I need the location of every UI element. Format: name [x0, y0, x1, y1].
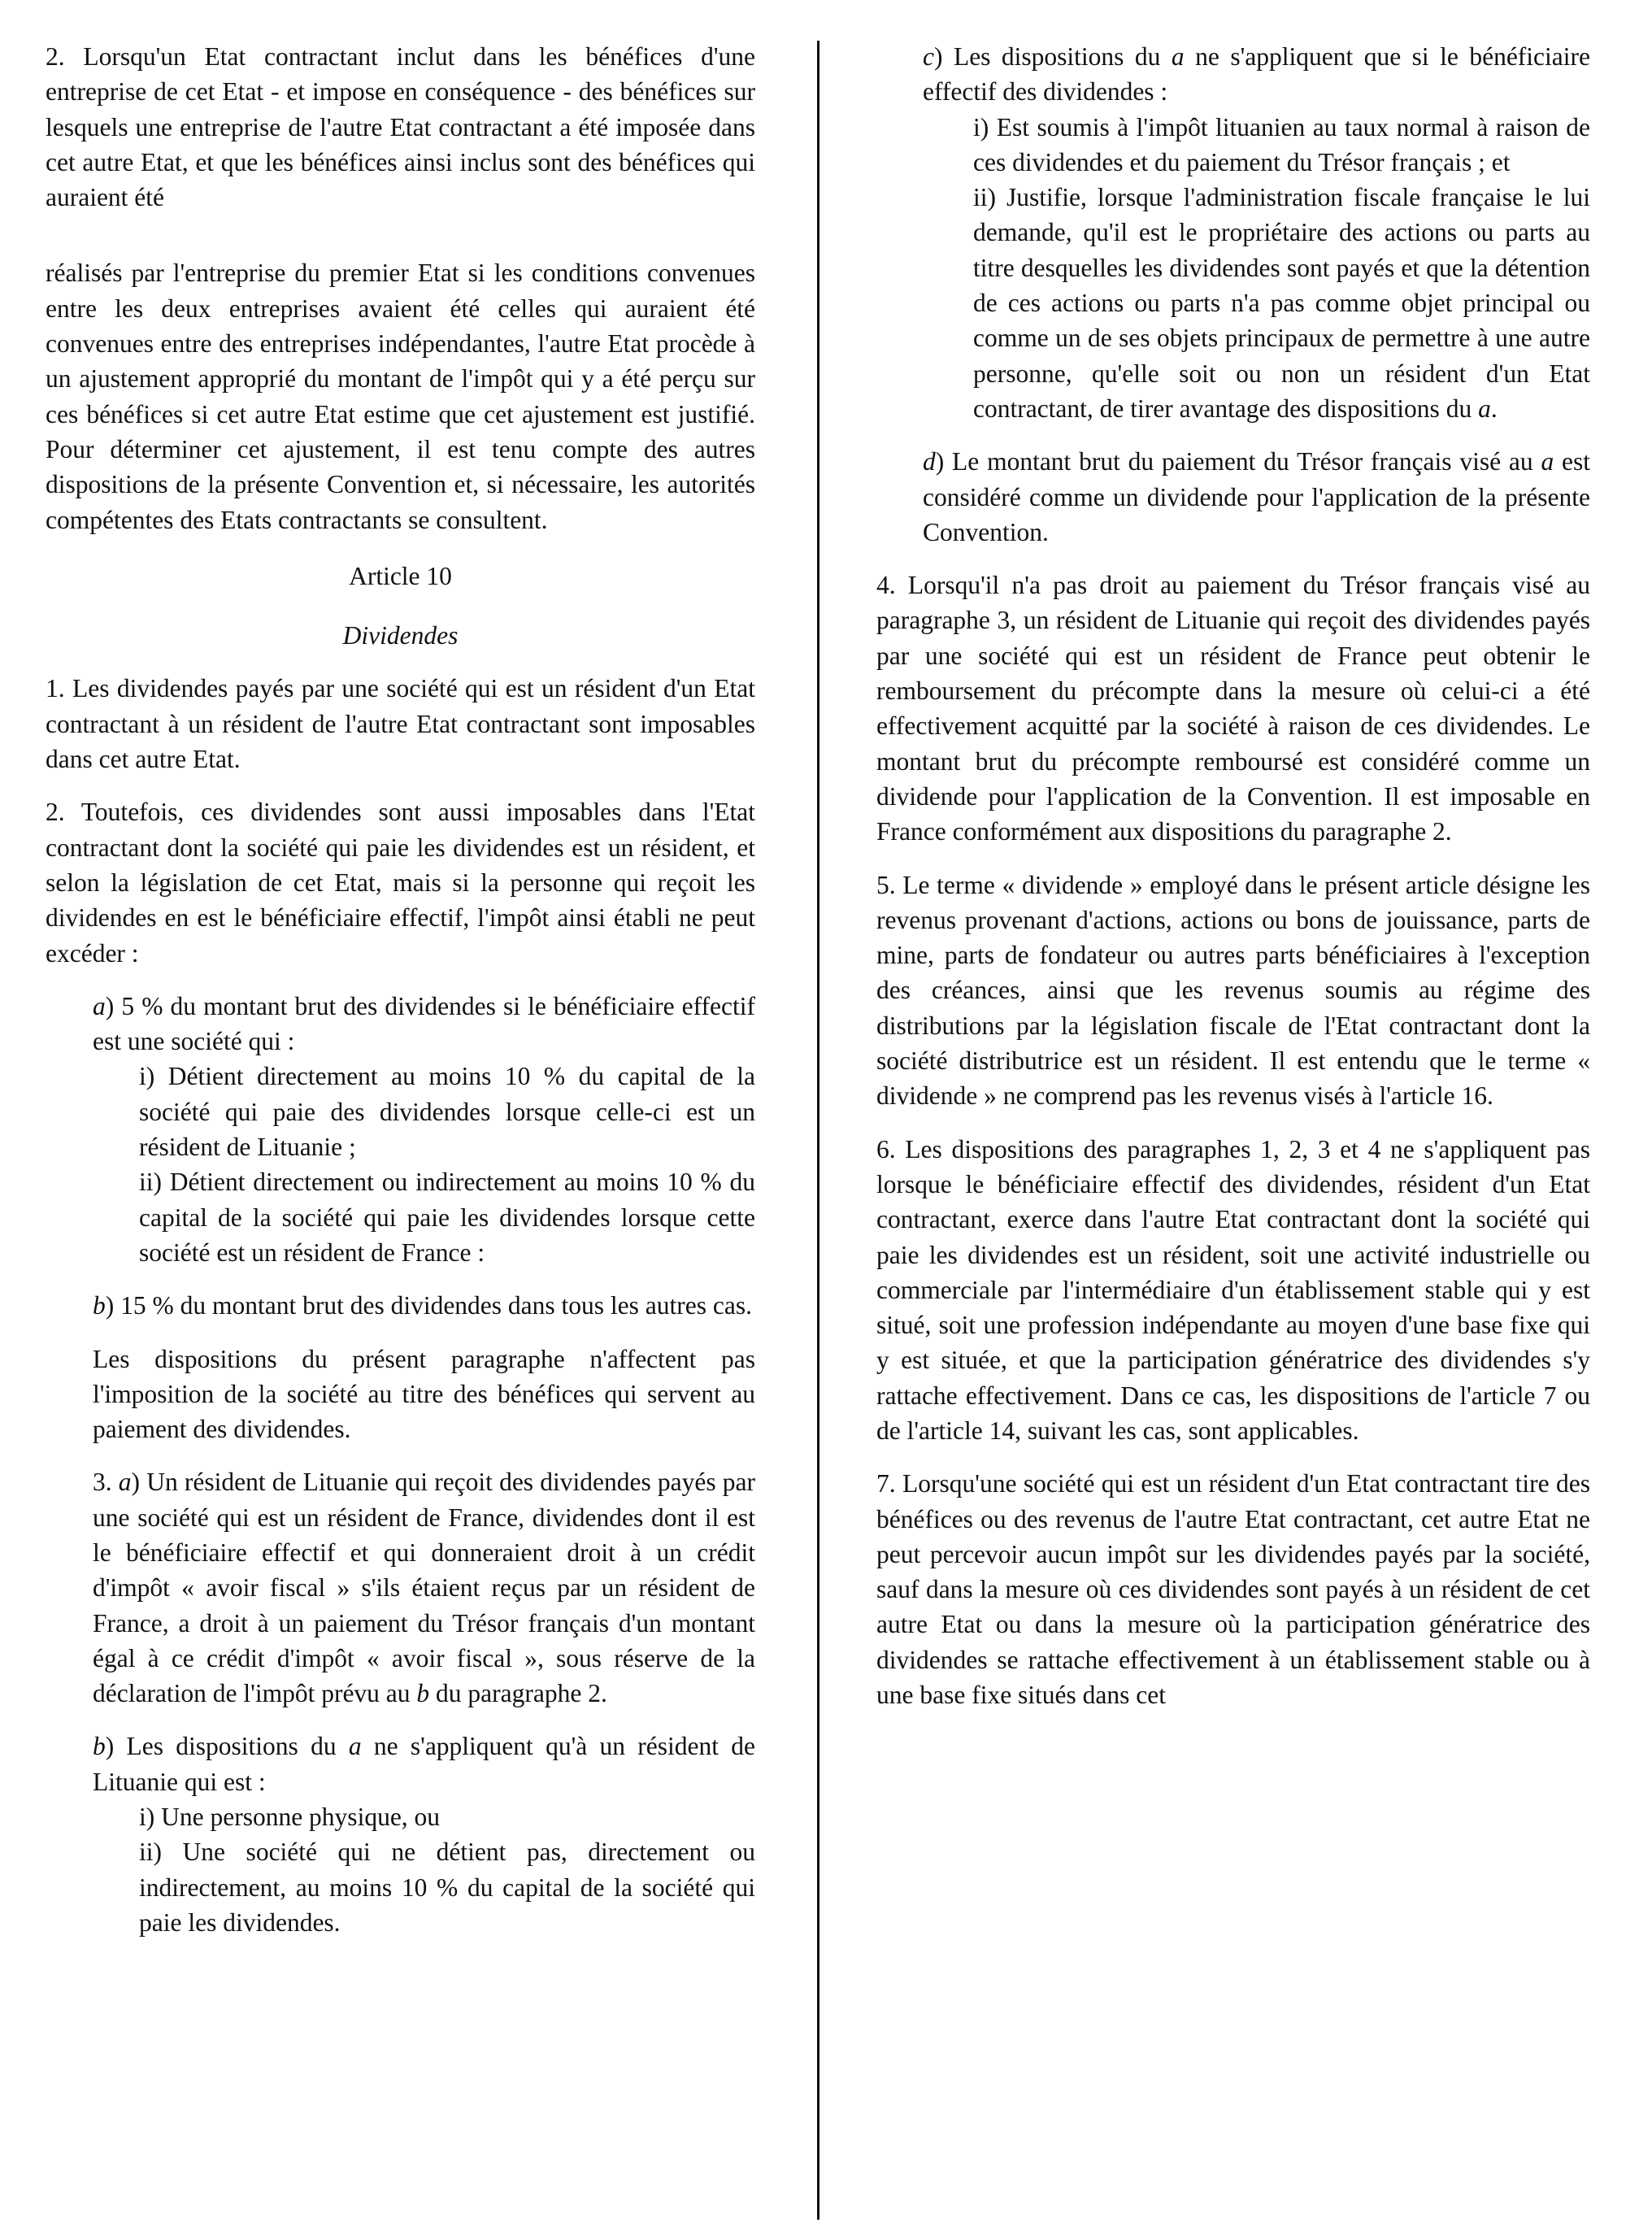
left-column: [46, 39, 755, 1940]
para-5: 5. Le terme « dividende » employé dans le présent article désigne les revenus provenant d'actions, actions ou bons de jouissance, parts de mine, parts de fondateur ou autres parts bénéficiaires à l'exception des créances, ainsi que les revenus soumis au régime des distributions par la législation fiscale de l'Etat contractant dont la société distributrice est un résident. Il est entendu que le terme « dividende » ne comprend pas les revenus visés à l'article 16.: [876, 870, 1590, 1111]
article-title: Article 10: [349, 561, 452, 590]
para-2a: a) 5 % du montant brut des dividendes si le bénéficiaire effectif est une société qui :: [93, 991, 755, 1056]
para-3c-i: i) Est soumis à l'impôt lituanien au taux normal à raison de ces dividendes et du paiement du Trésor français ; et: [973, 112, 1590, 176]
para-2: 2. Toutefois, ces dividendes sont aussi imposables dans l'Etat contractant dont la société qui paie les dividendes est un résident, et selon la législation de cet Etat, mais si la personne qui reçoit les dividendes en est le bénéficiaire effectif, l'impôt ainsi établi ne peut excéder :: [46, 798, 755, 968]
para-2b: b) 15 % du montant brut des dividendes dans tous les autres cas.: [93, 1291, 752, 1320]
art9-para2-part2: réalisés par l'entreprise du premier Etat si les conditions convenues entre les deux entreprises avaient été celles qui auraient été convenues entre des entreprises indépendantes, l'autre Etat procède à un ajustement approprié du montant de l'impôt qui y a été perçu sur ces bénéfices si cet autre Etat estime que cet ajustement est justifié. Pour déterminer cet ajustement, il est tenu compte des autres dispositions de la présente Convention et, si nécessaire, les autorités compétentes des Etats contractants se consultent.: [46, 259, 755, 534]
article-subtitle: Dividendes: [342, 621, 459, 650]
spacer: [46, 215, 755, 255]
para-2a-i: i) Détient directement au moins 10 % du capital de la société qui paie des dividendes lorsque celle-ci est un résident de Lituanie ;: [139, 1062, 755, 1162]
para-2a-ii: ii) Détient directement ou indirectement au moins 10 % du capital de la société qui paie les dividendes lorsque cette société est un résident de France :: [139, 1168, 755, 1267]
para-3b-ii: ii) Une société qui ne détient pas, directement ou indirectement, au moins 10 % du capital de la société qui paie les dividendes.: [139, 1838, 755, 1937]
para-3a: 3. a) Un résident de Lituanie qui reçoit des dividendes payés par une société qui est un résident de France, dividendes dont il est le bénéficiaire effectif et qui donneraient droit à un crédit d'impôt « avoir fiscal » s'ils étaient reçus par un résident de France, a droit à un paiement du Trésor français d'un montant égal à ce crédit d'impôt « avoir fiscal », sous réserve de la déclaration de l'impôt prévu au b du paragraphe 2.: [93, 1468, 755, 1708]
para-4: 4. Lorsqu'il n'a pas droit au paiement du Trésor français visé au paragraphe 3, un résident de Lituanie qui reçoit des dividendes payés par une société qui est un résident de France peut obtenir le remboursement du précompte dans la mesure où celui-ci a été effectivement acquitté par la société à raison de ces dividendes. Le montant brut du précompte remboursé est considéré comme un dividende pour l'application de la Convention. Il est imposable en France conformément aux dispositions du paragraphe 2.: [876, 571, 1590, 846]
column-divider: [817, 41, 819, 2220]
para-7: 7. Lorsqu'une société qui est un résident d'un Etat contractant tire des bénéfices ou des revenus de l'autre Etat contractant, cet autre Etat ne peut percevoir aucun impôt sur les dividendes payés par la société, sauf dans la mesure où ces dividendes sont payés à un résident de cet autre Etat ou dans la mesure où la participation génératrice des dividendes se rattache effectivement à un établissement stable ou à une base fixe situés dans cet: [876, 1469, 1590, 1710]
para-3b: b) Les dispositions du a ne s'appliquent qu'à un résident de Lituanie qui est :: [93, 1732, 755, 1796]
para-3c: c) Les dispositions du a ne s'appliquent que si le bénéficiaire effectif des dividendes :: [923, 42, 1590, 107]
para-3d: d) Le montant brut du paiement du Trésor français visé au a est considéré comme un dividende pour l'application de la présente Convention.: [923, 447, 1590, 546]
para-6: 6. Les dispositions des paragraphes 1, 2, 3 et 4 ne s'appliquent pas lorsque le bénéficiaire effectif des dividendes, résident d'un Etat contractant, exerce dans l'autre Etat contractant dont la société qui paie les dividendes est un résident, soit une activité industrielle ou commerciale par l'intermédiaire d'un établissement stable qui y est situé, soit une profession indépendante au moyen d'une base fixe qui y est située, et que la participation génératrice des dividendes s'y rattache effectivement. Dans ce cas, les dispositions de l'article 7 ou de l'article 14, suivant les cas, sont applicables.: [876, 1134, 1590, 1445]
para-1: 1. Les dividendes payés par une société qui est un résident d'un Etat contractant à un résident de l'autre Etat contractant sont imposables dans cet autre Etat.: [46, 674, 755, 774]
para-3b-i: i) Une personne physique, ou: [139, 1803, 441, 1832]
art9-para2-part1: 2. Lorsqu'un Etat contractant inclut dans les bénéfices d'une entreprise de cet Etat - et impose en conséquence - des bénéfices sur lesquels une entreprise de l'autre Etat contractant a été imposée dans cet autre Etat, et que les bénéfices ainsi inclus sont des bénéfices qui auraient été: [46, 42, 755, 212]
right-column: [876, 39, 1590, 1730]
para-2-closing: Les dispositions du présent paragraphe n'affectent pas l'imposition de la société au titre des bénéfices qui servent au paiement des dividendes.: [93, 1344, 755, 1444]
para-3c-ii: ii) Justifie, lorsque l'administration fiscale française le lui demande, qu'il est le propriétaire des actions ou parts au titre desquelles les dividendes sont payés et que la détention de ces actions ou parts n'a pas comme objet principal ou comme un de ses objets principaux de permettre à une autre personne, qu'elle soit ou non un résident d'un Etat contractant, de tirer avantage des dispositions du a.: [973, 183, 1590, 423]
